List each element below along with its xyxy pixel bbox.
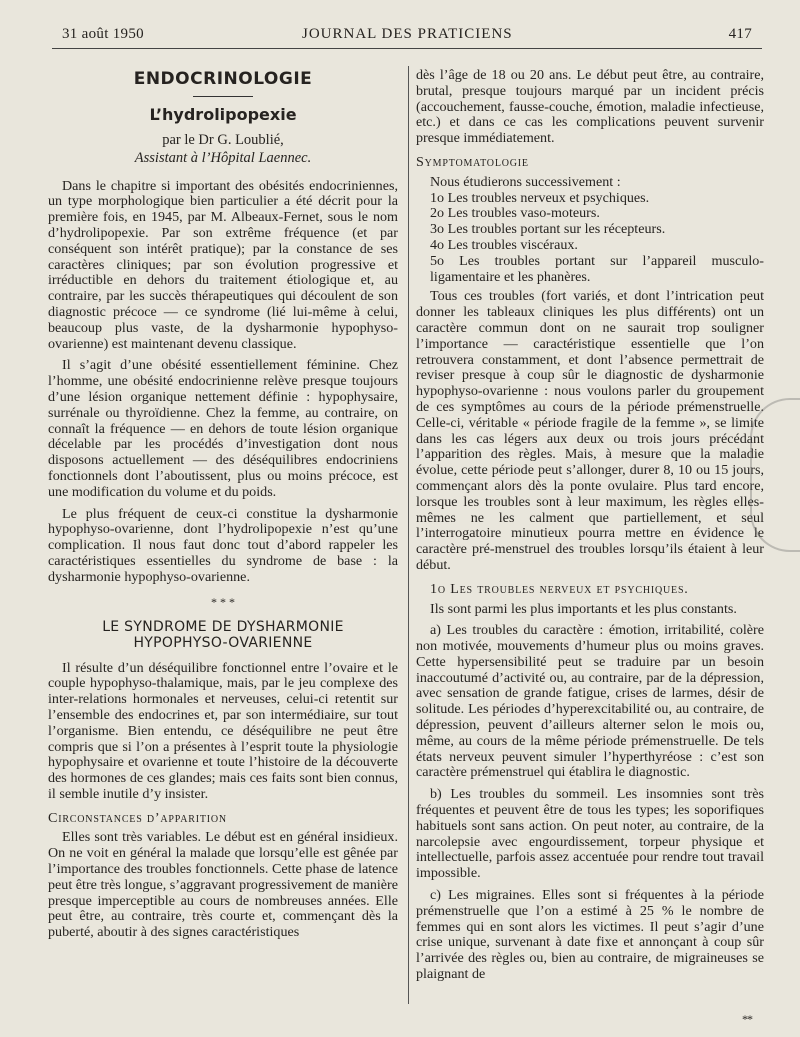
heading-circonstances: Circonstances d’apparition — [48, 809, 227, 826]
heading-troubles-nerveux: 1o Les troubles nerveux et psychiques. — [430, 580, 689, 597]
paragraph: c) Les migraines. Elles sont si fréquentes à la période prémenstruelle que l’on a estimé à 25 % le nombre de femmes qui en sont alors les victimes. Il peut s’agir d’une crise unique, survenant à date fixe et annonçant à coup sûr l’arrivée des règles ou, bien au contraire, de migraineuses se plaignant de — [416, 887, 764, 983]
list-item: 1o Les troubles nerveux et psychiques. — [430, 189, 650, 206]
section-rule — [193, 96, 253, 97]
column-divider — [408, 66, 409, 1004]
paragraph: Tous ces troubles (fort variés, et dont l’intrication peut donner les tableaux cliniques les plus différents) ont un caractère commun dont on ne saurait trop souligner l’importance — caractéristique essentielle que l’on retrouvera constamment, et dont l’absence permettrait de reviser presque à coup sûr le diagnostic de dysharmonie hypophyso-ovarienne : nous voulons parler du groupement de ces symptômes au cours de la période prémenstruelle. Celle-ci, véritable « période fragile de la femme », se limite dans les cas légers aux deux ou trois jours précédant l’apparition des règles. Mais, à mesure que la maladie évolue, cette période peut s’allonger, durer 8, 10 ou 15 jours, commençant alors dès la ponte ovulaire. Plus tard encore, lorsque les troubles sont à leur maximum, les règles elles-mêmes ne les calment que partiellement, et seul l’interrogatoire minutieux pourra mettre en évidence le caractère pré-menstruel des troubles lorsqu’ils étaient à leur début. — [416, 288, 764, 573]
list-intro: Nous étudierons successivement : — [430, 173, 621, 190]
section-separator-stars: * * * — [211, 594, 235, 609]
subsection-title-line1: LE SYNDROME DE DYSHARMONIE — [102, 618, 344, 635]
paragraph: Il s’agit d’une obésité essentiellement féminine. Chez l’homme, une obésité endocrinienne relève presque toujours d’une lésion organique nettement définie : hypophysaire, surrénale ou thyroïdienne. Chez la femme, au contraire, on connaît la fréquence — en dehors de toute lésion organique décelable par les procédés d’investigation dont nous disposons actuellement — des déséquilibres endocriniens fonctionnels dont l’aboutissent, plus ou moins précoce, est une modification du volume et du poids. — [48, 357, 398, 500]
header-page-number: 417 — [728, 26, 752, 42]
paragraph: dès l’âge de 18 ou 20 ans. Le début peut être, au contraire, brutal, presque toujours marqué par un incident précis (accouchement, fausse-couche, émotion, maladie infectieuse, etc.) et dans ce cas les complications peuvent survenir presque immédiatement. — [416, 67, 764, 147]
header-journal-title: JOURNAL DES PRATICIENS — [302, 26, 513, 42]
paragraph: Le plus fréquent de ceux-ci constitue la dysharmonie hypophyso-ovarienne, dont l’hydrolipopexie n’est qu’une complication. Il nous faut donc tout d’abord rappeler les caractéristiques essentielles du syndrome de base : la dysharmonie hypophyso-ovarienne. — [48, 505, 398, 585]
subsection-title — [48, 619, 398, 651]
paragraph: Elles sont très variables. Le début est en général insidieux. On ne voit en général la malade que lorsqu’elle est gênée par l’importance des troubles fonctionnels. Cette phase de latence peut être très longue, s’aggravant progressivement de manière presque imperceptible au cours de nombreuses années. Elle peut être, au contraire, très courte et, commençant dès la puberté, aboutir à des signes caractéristiques — [48, 829, 398, 941]
header-rule — [52, 48, 762, 49]
right-column — [416, 68, 764, 989]
paragraph: Dans le chapitre si important des obésités endocriniennes, un type morphologique bien particulier a été décrit pour la première fois, en 1945, par M. Albeaux-Fernet, sous le nom d’hydrolipopexie. Par son extrême fréquence (et par conséquent son intérêt pratique); par la constance de ses caractères cliniques; par son évolution progressive et irréductible en dehors du traitement étiologique et, au contraire, par les succès thérapeutiques qui découlent de son diagnostic précoce — ce syndrome (lié lui-même à celui, beaucoup plus vaste, de la dysharmonie hypophyso-ovarienne) est maintenant devenu classique. — [48, 177, 398, 352]
article-title: L’hydrolipopexie — [149, 104, 297, 124]
paragraph: a) Les troubles du caractère : émotion, irritabilité, colère non motivée, mouvements d’humeur plus ou moins graves. Cette hypersensibilité peut se traduire par un besoin inaccoutumé d’activité ou, au contraire, par de la dépression, avec sensation de grande fatigue, crises de larmes, désir de solitude. Les périodes d’hyperexcitabilité ou, au contraire, de dépression, peuvent d’ailleurs alterner selon le mois ou, même, au cours de la même période prémenstruelle. De tels états nerveux peuvent simuler l’hyperthyréose : c’est son caractère prémenstruel qui établira le diagnostic. — [416, 622, 764, 781]
heading-symptomatologie: Symptomatologie — [416, 153, 529, 170]
author-affiliation: Assistant à l’Hôpital Laennec. — [134, 149, 312, 166]
list-item: 2o Les troubles vaso-moteurs. — [430, 205, 600, 222]
header-date: 31 août 1950 — [62, 26, 144, 42]
symptom-list — [416, 175, 764, 286]
list-item: 5o Les troubles portant sur l’appareil musculo-ligamentaire et les phanères. — [430, 252, 764, 285]
subsection-title-line2: HYPOPHYSO-OVARIENNE — [133, 634, 313, 651]
library-stamp — [750, 398, 800, 552]
footer-mark: ** — [742, 1012, 752, 1026]
running-header — [62, 26, 752, 48]
paragraph: b) Les troubles du sommeil. Les insomnies sont très fréquentes et peuvent être de tous les types; les soporifiques habituels sont sans action. On peut noter, au contraire, de la narcolepsie avec engourdissement, torpeur physique et intellectuelle, parfois assez accentuée pour rendre tout travail impossible. — [416, 786, 764, 882]
section-title: ENDOCRINOLOGIE — [133, 69, 313, 89]
author-byline: par le Dr G. Loublié, — [162, 131, 284, 148]
paragraph: Ils sont parmi les plus importants et les plus constants. — [430, 600, 737, 617]
list-item: 3o Les troubles portant sur les récepteurs. — [430, 221, 666, 238]
paragraph: Il résulte d’un déséquilibre fonctionnel entre l’ovaire et le couple hypophyso-thalamique, mais, par le jeu complexe des inter-relations hormonales et nerveuses, celui-ci retentit sur l’ensemble des endocrines et, par son intermédiaire, sur tout l’organisme. Bien entendu, ce déséquilibre ne peut être compris que si l’on a présentes à l’esprit toute la physiologie hypophysaire et ovarienne et toute l’histoire de la découverte des hormones de ces glandes; mais ces faits sont bien connus, il semble inutile d’y insister. — [48, 659, 398, 802]
list-item: 4o Les troubles viscéraux. — [430, 236, 578, 253]
left-column — [48, 68, 398, 947]
